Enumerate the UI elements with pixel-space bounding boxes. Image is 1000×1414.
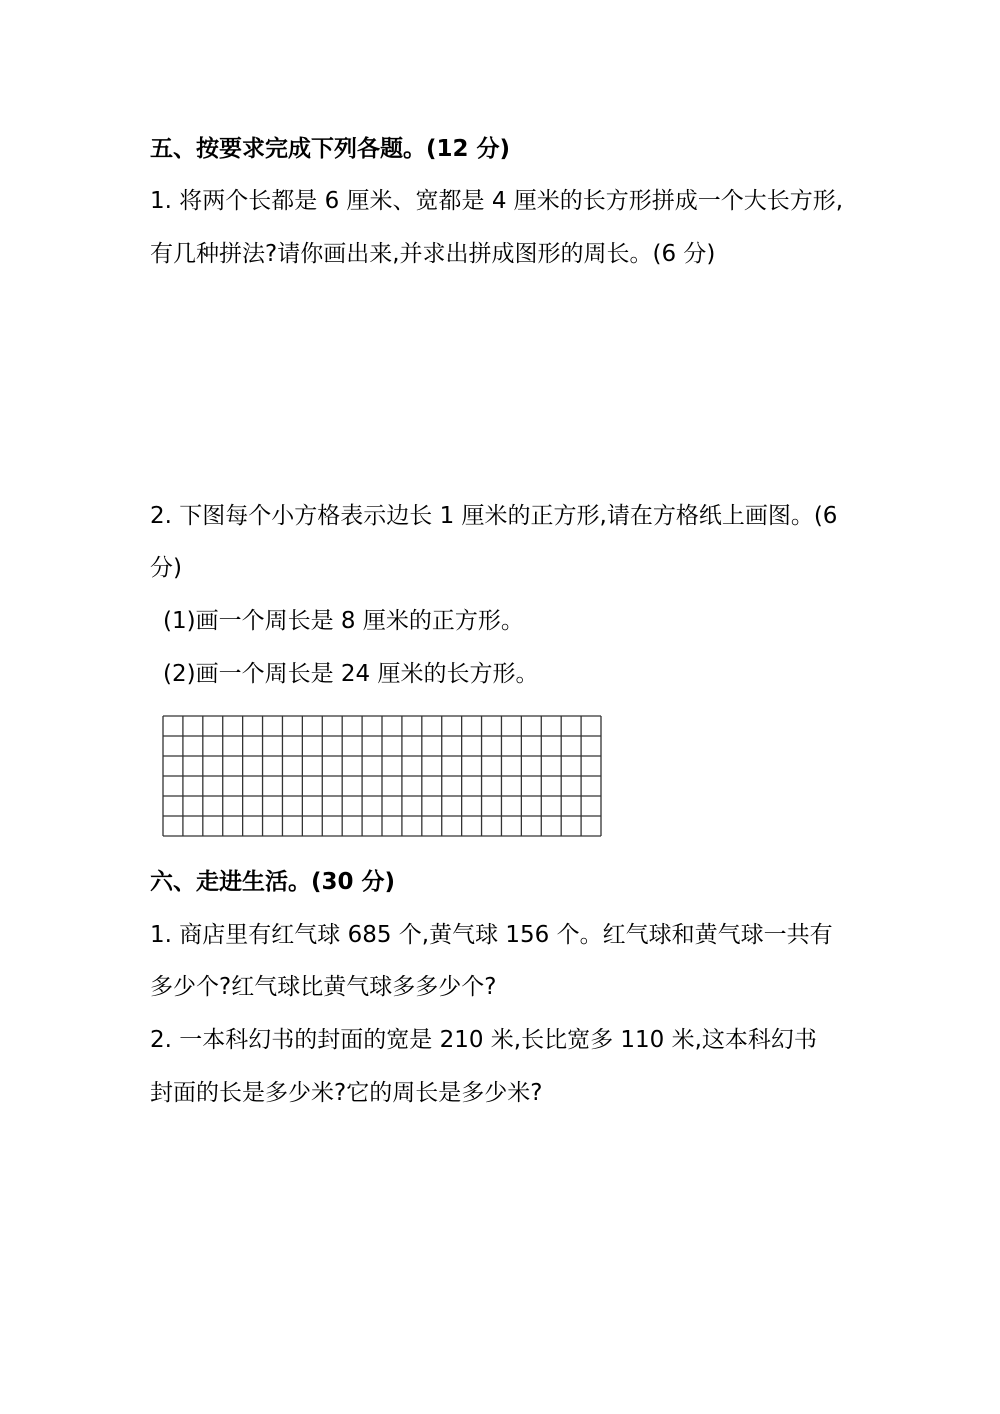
question-5-2-sub-2: (2)画一个周长是 24 厘米的长方形。 [163, 661, 539, 687]
section-5-heading: 五、按要求完成下列各题。(12 分) [150, 136, 511, 162]
question-5-1-line-2: 有几种拼法?请你画出来,并求出拼成图形的周长。(6 分) [150, 241, 716, 267]
grid-lines [162, 715, 602, 837]
question-5-2-line-1: 2. 下图每个小方格表示边长 1 厘米的正方形,请在方格纸上画图。(6 [150, 503, 838, 529]
question-5-2-sub-1: (1)画一个周长是 8 厘米的正方形。 [163, 608, 524, 634]
question-6-1-line-1: 1. 商店里有红气球 685 个,黄气球 156 个。红气球和黄气球一共有 [150, 922, 833, 948]
question-6-2-line-1: 2. 一本科幻书的封面的宽是 210 米,长比宽多 110 米,这本科幻书 [150, 1027, 817, 1053]
square-grid-paper[interactable] [162, 715, 602, 837]
section-6-heading: 六、走进生活。(30 分) [150, 869, 396, 895]
question-5-2-line-2: 分) [150, 555, 182, 581]
question-5-1-line-1: 1. 将两个长都是 6 厘米、宽都是 4 厘米的长方形拼成一个大长方形, [150, 188, 844, 214]
question-6-2-line-2: 封面的长是多少米?它的周长是多少米? [150, 1080, 543, 1106]
question-6-1-line-2: 多少个?红气球比黄气球多多少个? [150, 974, 497, 1000]
